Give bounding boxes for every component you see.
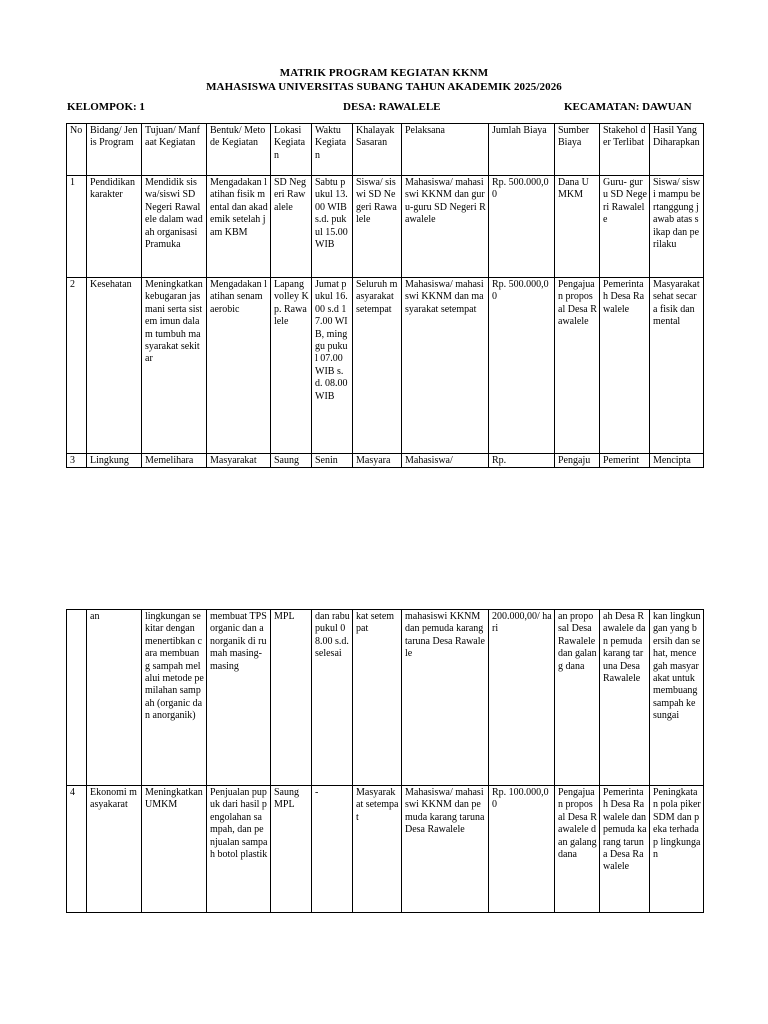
table-cell: 1	[67, 176, 87, 278]
table-header-row	[67, 124, 704, 176]
table-cell: Masyarakat	[207, 454, 271, 468]
table-cell: Pemerintah Desa Rawalele dan pemuda karang taruna Desa Rawalele	[600, 786, 650, 913]
table-cell: Kesehatan	[87, 278, 142, 454]
table-cell: MPL	[271, 610, 312, 786]
table-cell: kat setempat	[353, 610, 402, 786]
table-cell: Pengaju	[555, 454, 600, 468]
table-cell: Rp. 500.000,00	[489, 278, 555, 454]
table-cell: Penjualan pupuk dari hasil pengolahan sampah, dan penjualan sampah botol plastik	[207, 786, 271, 913]
header-bidang: Bidang/ Jenis Program	[87, 124, 142, 176]
table-cell: Pemerintah Desa Rawalele	[600, 278, 650, 454]
program-matrix-table-part2	[66, 609, 704, 913]
table-cell: SD Negeri Rawalele	[271, 176, 312, 278]
header-bentuk: Bentuk/ Metode Kegiatan	[207, 124, 271, 176]
desa-label: DESA: RAWALELE	[343, 101, 441, 113]
kecamatan-label: KECAMATAN: DAWUAN	[564, 101, 692, 113]
header-tujuan: Tujuan/ Manfaat Kegiatan	[142, 124, 207, 176]
table-cell: -	[312, 786, 353, 913]
table-cell: lingkungan sekitar dengan menertibkan cara membuang sampah melalui metode pemilahan sampah (organic dan anorganik)	[142, 610, 207, 786]
table-cell: an proposal Desa Rawalele dan galang dana	[555, 610, 600, 786]
table-row	[67, 610, 704, 786]
table-cell: Seluruh masyarakat setempat	[353, 278, 402, 454]
header-lokasi: Lokasi Kegiatan	[271, 124, 312, 176]
table-cell: Siswa/ siswi mampu bertanggung jawab atas sikap dan perilaku	[650, 176, 704, 278]
table-cell: Pemerint	[600, 454, 650, 468]
table-cell: Saung	[271, 454, 312, 468]
table-cell: Dana UMKM	[555, 176, 600, 278]
table-cell: Saung MPL	[271, 786, 312, 913]
table-cell: Mendidik siswa/siswi SD Negeri Rawalele dalam wadah organisasi Pramuka	[142, 176, 207, 278]
table-cell: Mengadakan latihan senam aerobic	[207, 278, 271, 454]
table-cell: Rp. 100.000,00	[489, 786, 555, 913]
document-subtitle: MAHASISWA UNIVERSITAS SUBANG TAHUN AKADEMIK 2025/2026	[206, 81, 562, 93]
table-cell: Masyarakat setempat	[353, 786, 402, 913]
table-row	[67, 786, 704, 913]
table-cell: Mengadakan latihan fisik mental dan akademik setelah jam KBM	[207, 176, 271, 278]
table-cell: Pengajuan proposal Desa Rawalele dan galang dana	[555, 786, 600, 913]
table-cell: Guru- guru SD Negeri Rawalele	[600, 176, 650, 278]
table-cell: Masyarakat sehat secara fisik dan mental	[650, 278, 704, 454]
table-cell: Memelihara	[142, 454, 207, 468]
table-row	[67, 454, 704, 468]
table-cell: 2	[67, 278, 87, 454]
table-cell: Ekonomi masyakarat	[87, 786, 142, 913]
table-cell: an	[87, 610, 142, 786]
table-cell: membuat TPS organic dan anorganik di rumah masing- masing	[207, 610, 271, 786]
table-cell: 4	[67, 786, 87, 913]
kelompok-label: KELOMPOK: 1	[67, 101, 145, 113]
table-cell: mahasiswi KKNM dan pemuda karang taruna Desa Rawalele	[402, 610, 489, 786]
table-cell: Masyara	[353, 454, 402, 468]
table-cell: Mahasiswa/ mahasiswi KKNM dan masyarakat setempat	[402, 278, 489, 454]
table-cell: Mahasiswa/ mahasiswi KKNM dan guru-guru SD Negeri Rawalele	[402, 176, 489, 278]
table-cell: Pengajuan proposal Desa Rawalele	[555, 278, 600, 454]
table-cell	[67, 610, 87, 786]
table-row	[67, 176, 704, 278]
table-cell: Senin	[312, 454, 353, 468]
header-waktu: Waktu Kegiatan	[312, 124, 353, 176]
header-hasil: Hasil Yang Diharapkan	[650, 124, 704, 176]
table-cell: Rp. 500.000,00	[489, 176, 555, 278]
header-sumber-biaya: Sumber Biaya	[555, 124, 600, 176]
table-cell: ah Desa Rawalele dan pemuda karang taruna Desa Rawalele	[600, 610, 650, 786]
table-cell: Meningkatkan UMKM	[142, 786, 207, 913]
table-cell: Meningkatkan kebugaran jasmani serta sistem imun dalam tumbuh masyarakat sekitar	[142, 278, 207, 454]
table-cell: 3	[67, 454, 87, 468]
table-cell: dan rabu pukul 08.00 s.d. selesai	[312, 610, 353, 786]
program-matrix-table-part1	[66, 123, 704, 468]
header-khalayak: Khalayak Sasaran	[353, 124, 402, 176]
table-cell: Lapang volley Kp. Rawalele	[271, 278, 312, 454]
table-cell: Mencipta	[650, 454, 704, 468]
header-jumlah-biaya: Jumlah Biaya	[489, 124, 555, 176]
table-cell: Pendidikan karakter	[87, 176, 142, 278]
table-cell: Rp.	[489, 454, 555, 468]
table-cell: Lingkung	[87, 454, 142, 468]
header-pelaksana: Pelaksana	[402, 124, 489, 176]
table-cell: Sabtu pukul 13.00 WIB s.d. pukul 15.00 WIB	[312, 176, 353, 278]
header-stakeholder: Stakehol der Terlibat	[600, 124, 650, 176]
table-cell: Mahasiswa/ mahasiswi KKNM dan pemuda karang taruna Desa Rawalele	[402, 786, 489, 913]
header-no: No	[67, 124, 87, 176]
table-cell: Peningkatan pola piker SDM dan peka terhadap lingkungan	[650, 786, 704, 913]
table-cell: 200.000,00/ hari	[489, 610, 555, 786]
document-title: MATRIK PROGRAM KEGIATAN KKNM	[279, 67, 489, 79]
table-cell: Jumat pukul 16.00 s.d 17.00 WIB, minggu pukul 07.00 WIB s.d. 08.00 WIB	[312, 278, 353, 454]
table-cell: Mahasiswa/	[402, 454, 489, 468]
table-cell: Siswa/ siswi SD Negeri Rawalele	[353, 176, 402, 278]
table-cell: kan lingkungan yang bersih dan sehat, mencegah masyarakat untuk membuang sampah ke sungai	[650, 610, 704, 786]
table-row	[67, 278, 704, 454]
